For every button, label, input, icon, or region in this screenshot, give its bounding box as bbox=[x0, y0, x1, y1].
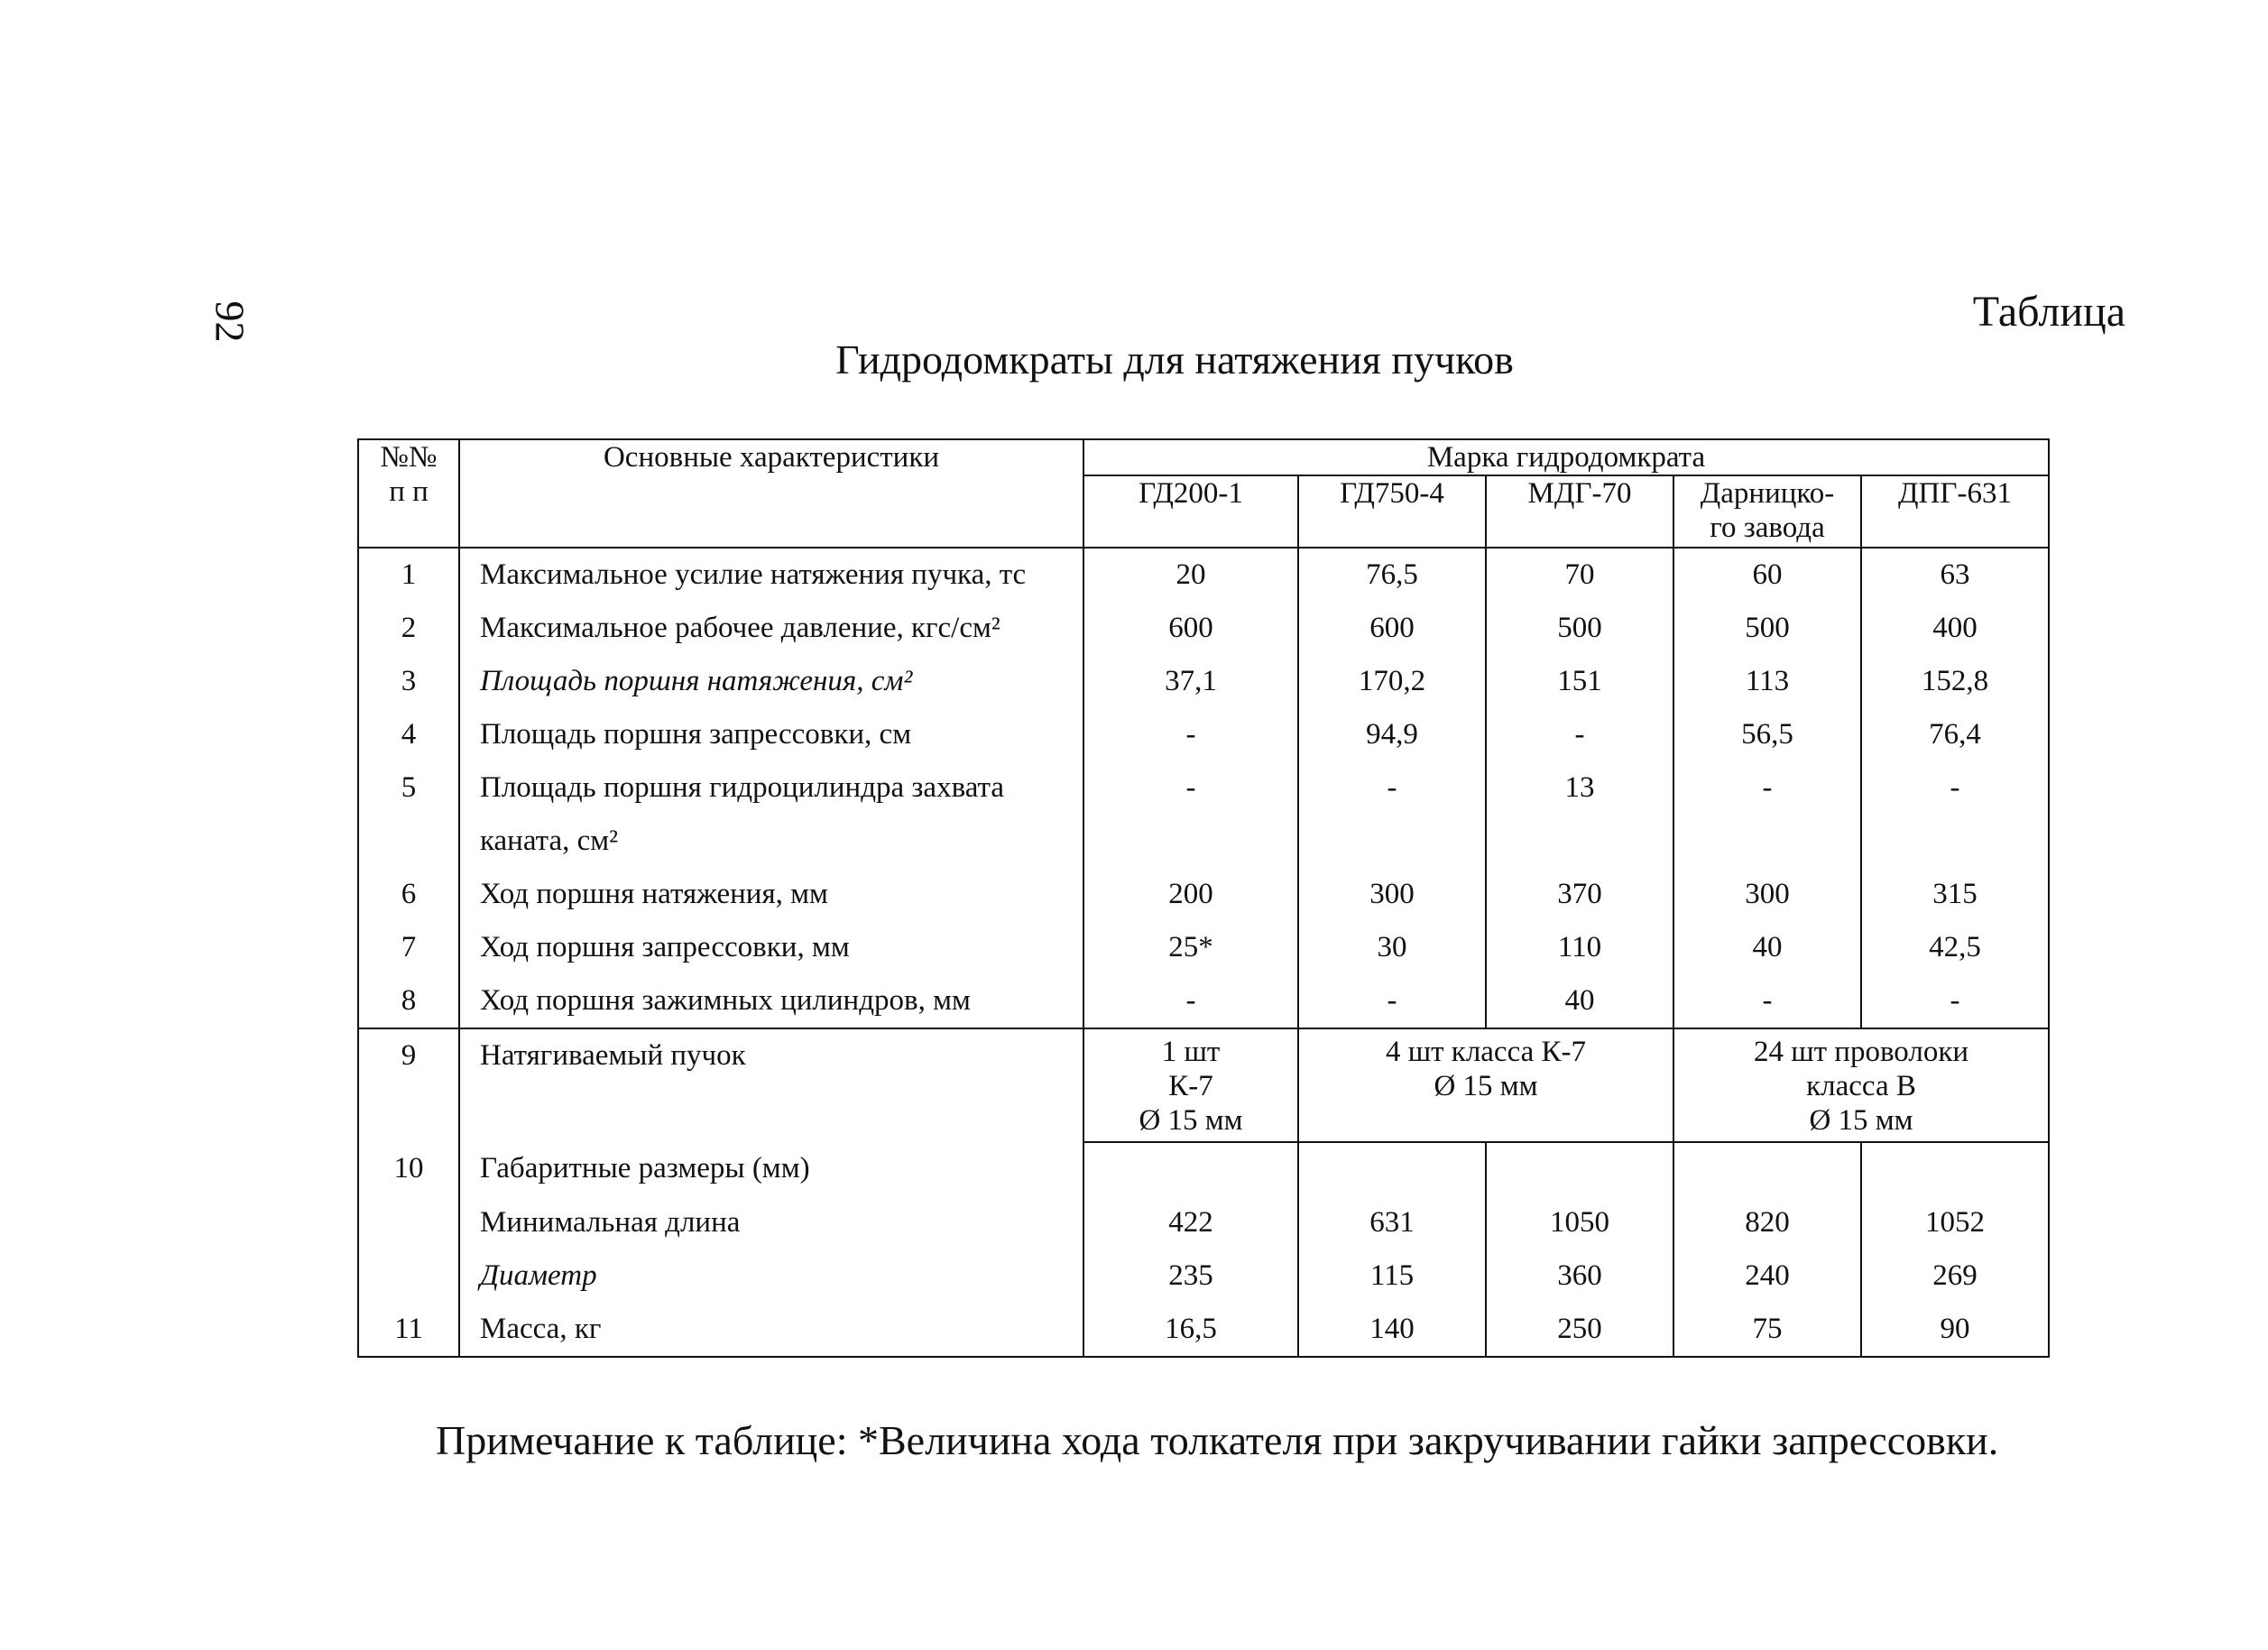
cell-value: 370 bbox=[1486, 868, 1673, 921]
row-number: 4 bbox=[358, 708, 459, 761]
cell-value: 13 bbox=[1486, 761, 1673, 815]
cell-value: 600 bbox=[1083, 602, 1298, 655]
cell-value: 110 bbox=[1486, 921, 1673, 974]
header-brand: ГД750-4 bbox=[1298, 475, 1486, 548]
cell-value: - bbox=[1861, 761, 2049, 815]
row-number: 5 bbox=[358, 761, 459, 815]
header-brand: ГД200-1 bbox=[1083, 475, 1298, 548]
row-number: 9 bbox=[358, 1028, 459, 1142]
row-name: Ход поршня запрессовки, мм bbox=[459, 921, 1083, 974]
cell-value: - bbox=[1083, 974, 1298, 1028]
table-row bbox=[358, 602, 2049, 655]
specifications-table bbox=[357, 438, 2050, 1358]
cell-value: 315 bbox=[1861, 868, 2049, 921]
row-name: Габаритные размеры (мм) bbox=[459, 1142, 1083, 1196]
cell-value: 250 bbox=[1486, 1303, 1673, 1357]
cell-value: - bbox=[1861, 974, 2049, 1028]
cell-value: 20 bbox=[1083, 548, 1298, 602]
cell-value: 42,5 bbox=[1861, 921, 2049, 974]
table-row bbox=[358, 868, 2049, 921]
header-characteristics: Основные характеристики bbox=[459, 439, 1083, 548]
table-row bbox=[358, 761, 2049, 815]
cell-value: 140 bbox=[1298, 1303, 1486, 1357]
cell-value: 30 bbox=[1298, 921, 1486, 974]
cell-value: 25* bbox=[1083, 921, 1298, 974]
cell-value: 300 bbox=[1673, 868, 1861, 921]
table-label: Таблица bbox=[1972, 288, 2125, 336]
row-name-continuation: каната, см² bbox=[459, 815, 1083, 868]
cell-value: - bbox=[1083, 761, 1298, 815]
table-row bbox=[358, 548, 2049, 602]
cell-value: 151 bbox=[1486, 655, 1673, 708]
row-name: Максимальное усилие натяжения пучка, тс bbox=[459, 548, 1083, 602]
row-number: 7 bbox=[358, 921, 459, 974]
row-name: Максимальное рабочее давление, кгс/см² bbox=[459, 602, 1083, 655]
cell-value: 631 bbox=[1298, 1196, 1486, 1249]
row-name: Натягиваемый пучок bbox=[459, 1028, 1083, 1142]
row-name: Диаметр bbox=[459, 1249, 1083, 1303]
cell-value: 820 bbox=[1673, 1196, 1861, 1249]
row-name: Площадь поршня гидроцилиндра захвата bbox=[459, 761, 1083, 815]
page-number: 92 bbox=[207, 300, 254, 343]
cell-value: 37,1 bbox=[1083, 655, 1298, 708]
row-number: 3 bbox=[358, 655, 459, 708]
header-brand: ДПГ-631 bbox=[1861, 475, 2049, 548]
cell-value: 240 bbox=[1673, 1249, 1861, 1303]
table-row bbox=[358, 655, 2049, 708]
header-number: №№ п п bbox=[358, 439, 459, 548]
cell-value: 90 bbox=[1861, 1303, 2049, 1357]
row-number: 6 bbox=[358, 868, 459, 921]
row-name: Масса, кг bbox=[459, 1303, 1083, 1357]
cell-value: 235 bbox=[1083, 1249, 1298, 1303]
cell-value: 40 bbox=[1486, 974, 1673, 1028]
row-number: 10 bbox=[358, 1142, 459, 1196]
row-number: 8 bbox=[358, 974, 459, 1028]
cell-value: 16,5 bbox=[1083, 1303, 1298, 1357]
cell-value: 113 bbox=[1673, 655, 1861, 708]
cell-value: 60 bbox=[1673, 548, 1861, 602]
table-note: Примечание к таблице: *Величина хода толкателя при закручивании гайки запрессовки. bbox=[436, 1417, 1999, 1463]
cell-value: 152,8 bbox=[1861, 655, 2049, 708]
table-row-continuation bbox=[358, 815, 2049, 868]
table-row bbox=[358, 1303, 2049, 1357]
cell-value: 4 шт класса К-7 Ø 15 мм bbox=[1298, 1028, 1673, 1142]
header-brand-group: Марка гидродомкрата bbox=[1083, 439, 2049, 475]
cell-value: 500 bbox=[1673, 602, 1861, 655]
cell-value: - bbox=[1673, 974, 1861, 1028]
cell-value: 500 bbox=[1486, 602, 1673, 655]
table-row bbox=[358, 921, 2049, 974]
cell-value: 269 bbox=[1861, 1249, 2049, 1303]
cell-value: 200 bbox=[1083, 868, 1298, 921]
cell-value: 422 bbox=[1083, 1196, 1298, 1249]
table-row bbox=[358, 1142, 2049, 1196]
row-number: 1 bbox=[358, 548, 459, 602]
cell-value: 70 bbox=[1486, 548, 1673, 602]
cell-value: - bbox=[1298, 761, 1486, 815]
cell-value: 24 шт проволоки класса В Ø 15 мм bbox=[1673, 1028, 2049, 1142]
row-name: Минимальная длина bbox=[459, 1196, 1083, 1249]
table-row bbox=[358, 1196, 2049, 1249]
cell-value: 115 bbox=[1298, 1249, 1486, 1303]
row-number: 11 bbox=[358, 1303, 459, 1357]
cell-value: - bbox=[1486, 708, 1673, 761]
table-row bbox=[358, 974, 2049, 1028]
table-row bbox=[358, 708, 2049, 761]
cell-value: 56,5 bbox=[1673, 708, 1861, 761]
cell-value: 63 bbox=[1861, 548, 2049, 602]
table-row bbox=[358, 1028, 2049, 1142]
cell-value: 300 bbox=[1298, 868, 1486, 921]
cell-value: - bbox=[1298, 974, 1486, 1028]
cell-value: 360 bbox=[1486, 1249, 1673, 1303]
cell-value: 1052 bbox=[1861, 1196, 2049, 1249]
cell-value: - bbox=[1083, 708, 1298, 761]
cell-value: 600 bbox=[1298, 602, 1486, 655]
cell-value: 76,4 bbox=[1861, 708, 2049, 761]
row-name: Ход поршня зажимных цилиндров, мм bbox=[459, 974, 1083, 1028]
cell-value: 76,5 bbox=[1298, 548, 1486, 602]
page-title: Гидродомкраты для натяжения пучков bbox=[835, 336, 1514, 383]
cell-value: 170,2 bbox=[1298, 655, 1486, 708]
row-name: Площадь поршня натяжения, см² bbox=[459, 655, 1083, 708]
cell-value: 1 шт К-7 Ø 15 мм bbox=[1083, 1028, 1298, 1142]
header-brand: Дарницко- го завода bbox=[1673, 475, 1861, 548]
cell-value: 40 bbox=[1673, 921, 1861, 974]
row-name: Ход поршня натяжения, мм bbox=[459, 868, 1083, 921]
cell-value: 400 bbox=[1861, 602, 2049, 655]
cell-value: 75 bbox=[1673, 1303, 1861, 1357]
header-brand: МДГ-70 bbox=[1486, 475, 1673, 548]
row-name: Площадь поршня запрессовки, см bbox=[459, 708, 1083, 761]
table-row bbox=[358, 1249, 2049, 1303]
cell-value: 94,9 bbox=[1298, 708, 1486, 761]
cell-value: 1050 bbox=[1486, 1196, 1673, 1249]
row-number: 2 bbox=[358, 602, 459, 655]
cell-value: - bbox=[1673, 761, 1861, 815]
